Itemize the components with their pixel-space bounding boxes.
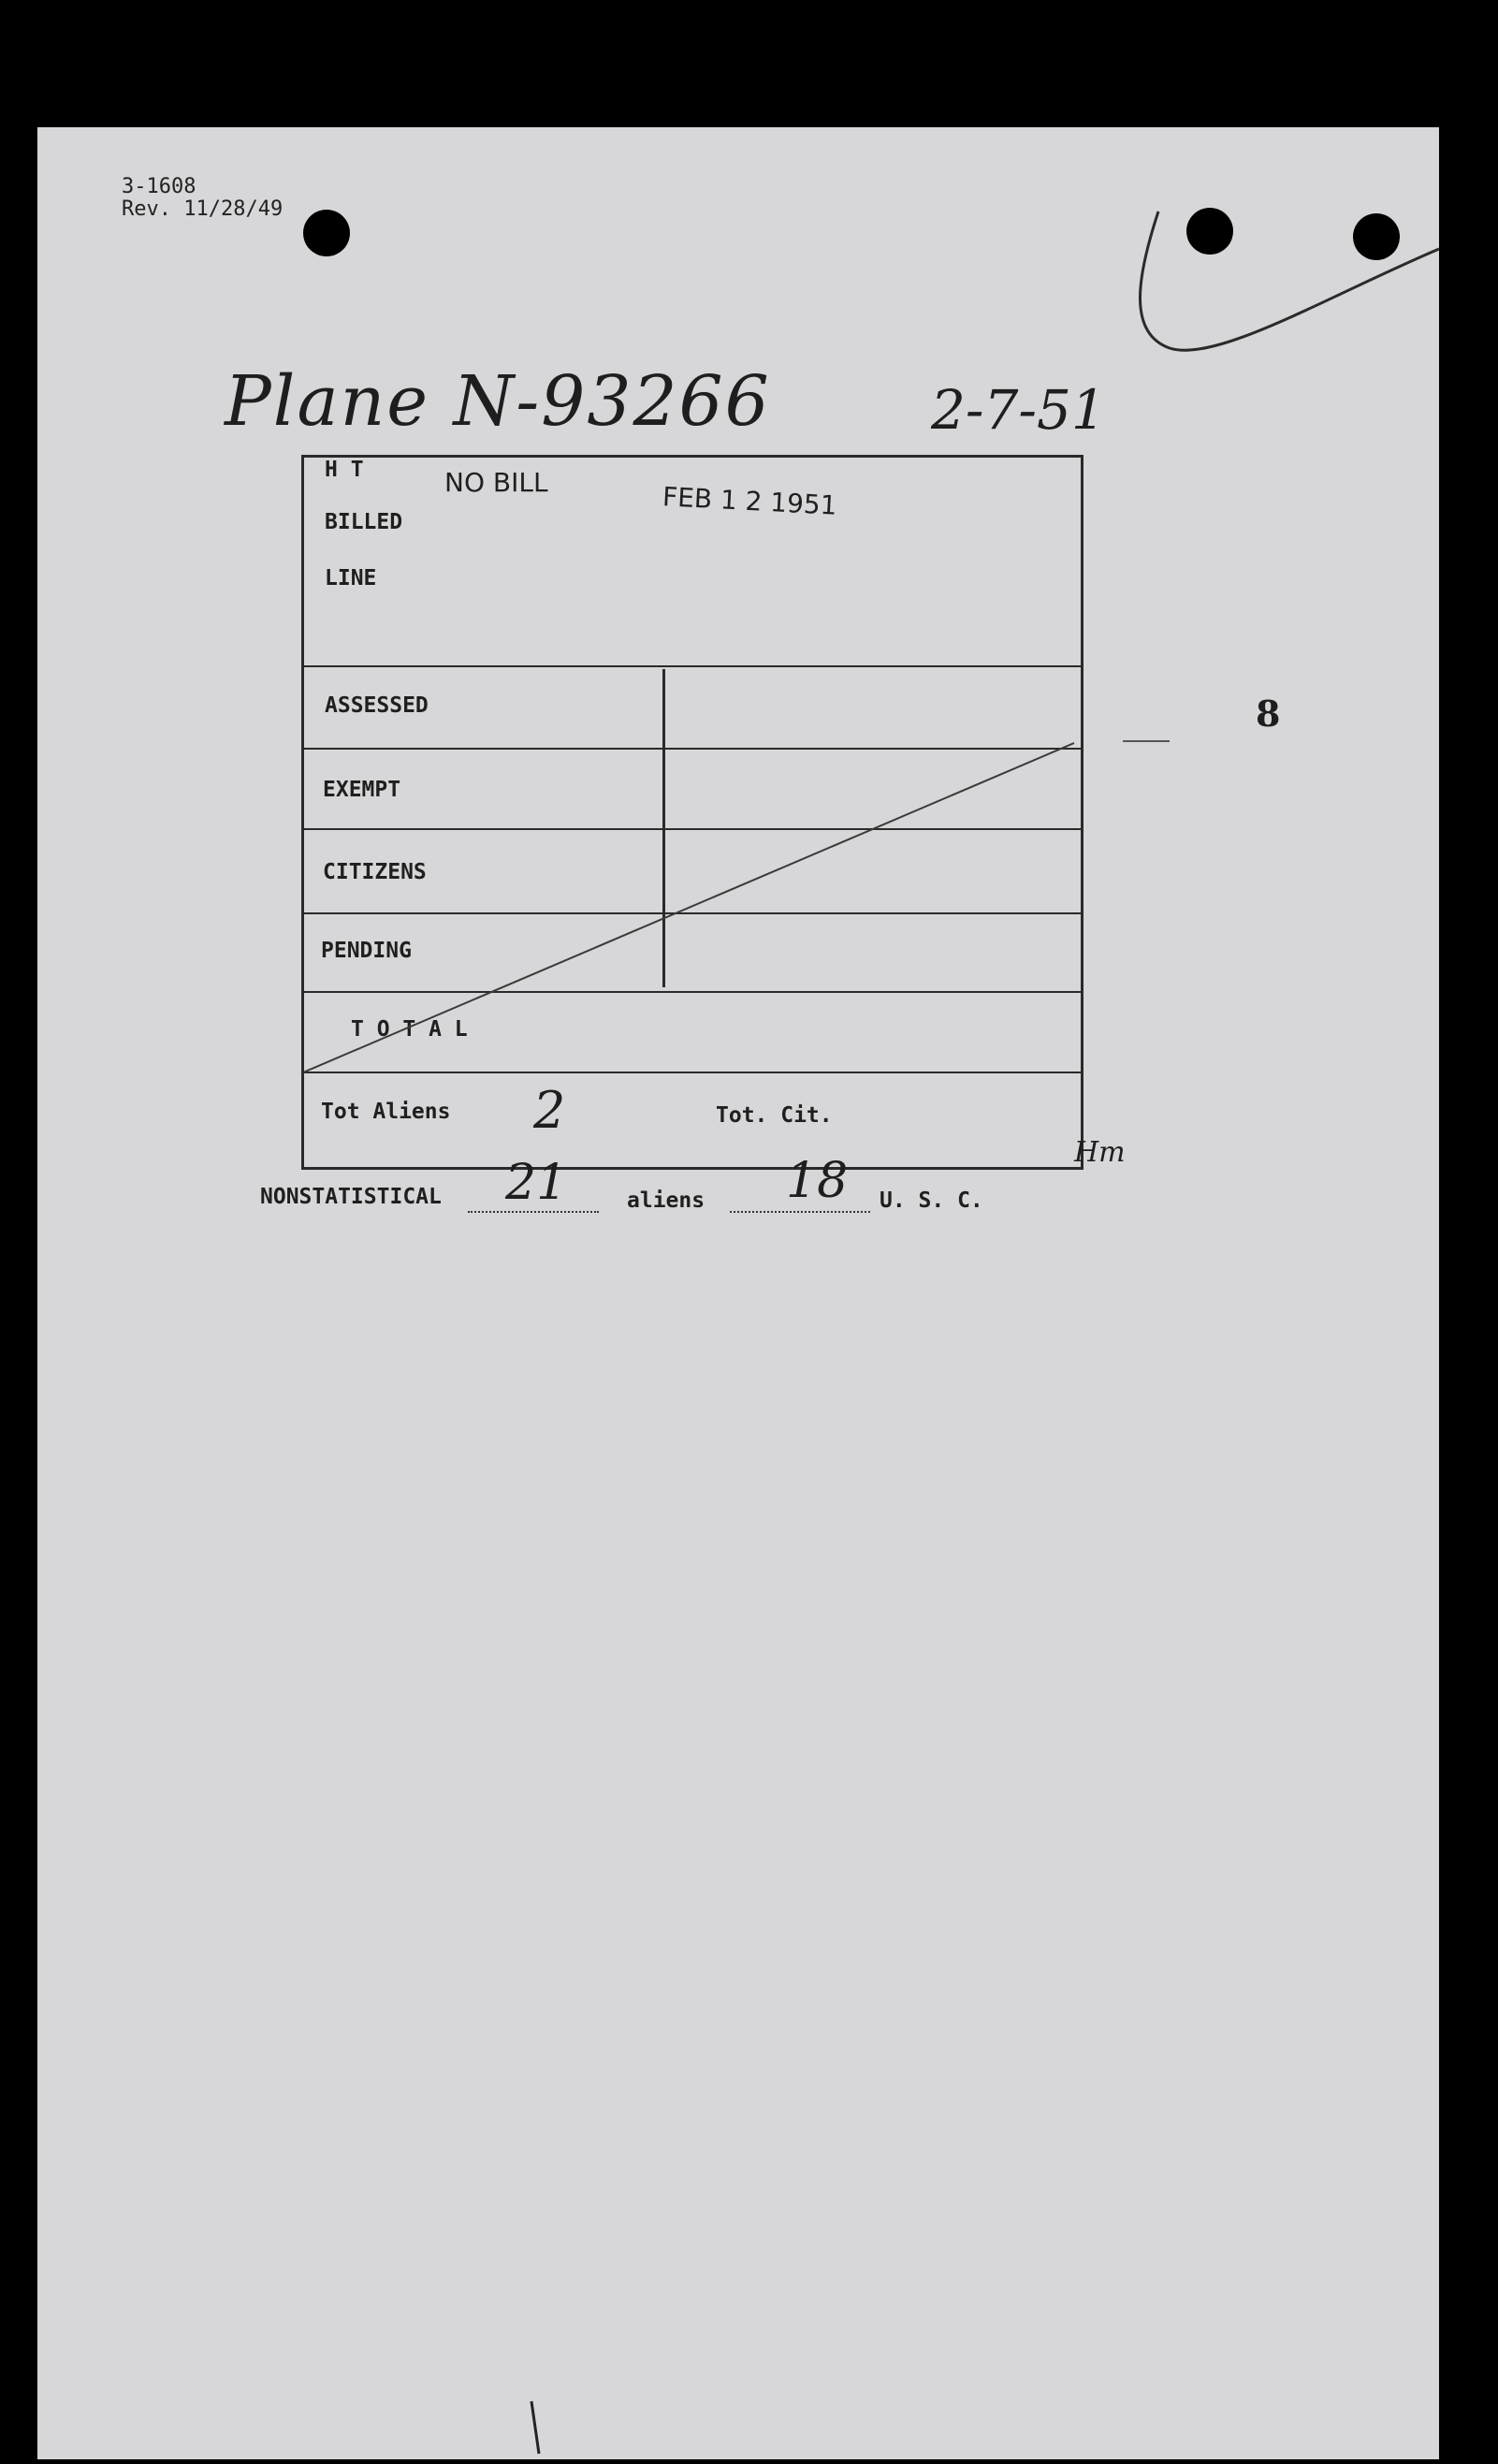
document-page: [37, 127, 1439, 2459]
label-aliens: aliens: [627, 1188, 705, 1213]
row-pending: PENDING: [321, 939, 412, 963]
form-revision: Rev. 11/28/49: [122, 197, 284, 221]
handwritten-plane-number: Plane N-93266: [225, 361, 771, 442]
handwritten-tot-aliens: 2: [533, 1081, 566, 1140]
handwritten-initials: Hm: [1074, 1136, 1126, 1169]
stamp-no-bill: NO BILL: [444, 467, 548, 498]
diagonal-strike-line: [303, 743, 1074, 1072]
handwritten-aliens-count: 21: [505, 1155, 568, 1211]
handwritten-side-number: 8: [1256, 693, 1281, 735]
check-mark-stroke: [1140, 211, 1439, 350]
bottom-tick: [531, 2401, 539, 2454]
row-assessed: ASSESSED: [325, 693, 429, 718]
handwritten-date: 2-7-51: [931, 378, 1106, 442]
label-nonstatistical: NONSTATISTICAL: [260, 1185, 442, 1209]
form-number: 3-1608: [122, 175, 196, 198]
stamp-received-date: FEB 1 2 1951: [662, 481, 838, 521]
label-line: LINE: [325, 566, 377, 590]
label-tot-cit: Tot. Cit.: [716, 1103, 833, 1128]
handwritten-usc-count: 18: [786, 1153, 849, 1209]
row-total: T O T A L: [351, 1017, 468, 1042]
row-exempt: EXEMPT: [323, 778, 401, 802]
label-tot-aliens: Tot Aliens: [321, 1100, 451, 1124]
label-billed: BILLED: [325, 510, 403, 534]
label-ht: H T: [325, 458, 364, 482]
pen-marks: [37, 127, 1439, 2459]
label-usc: U. S. C.: [880, 1188, 983, 1213]
row-citizens: CITIZENS: [323, 860, 427, 884]
